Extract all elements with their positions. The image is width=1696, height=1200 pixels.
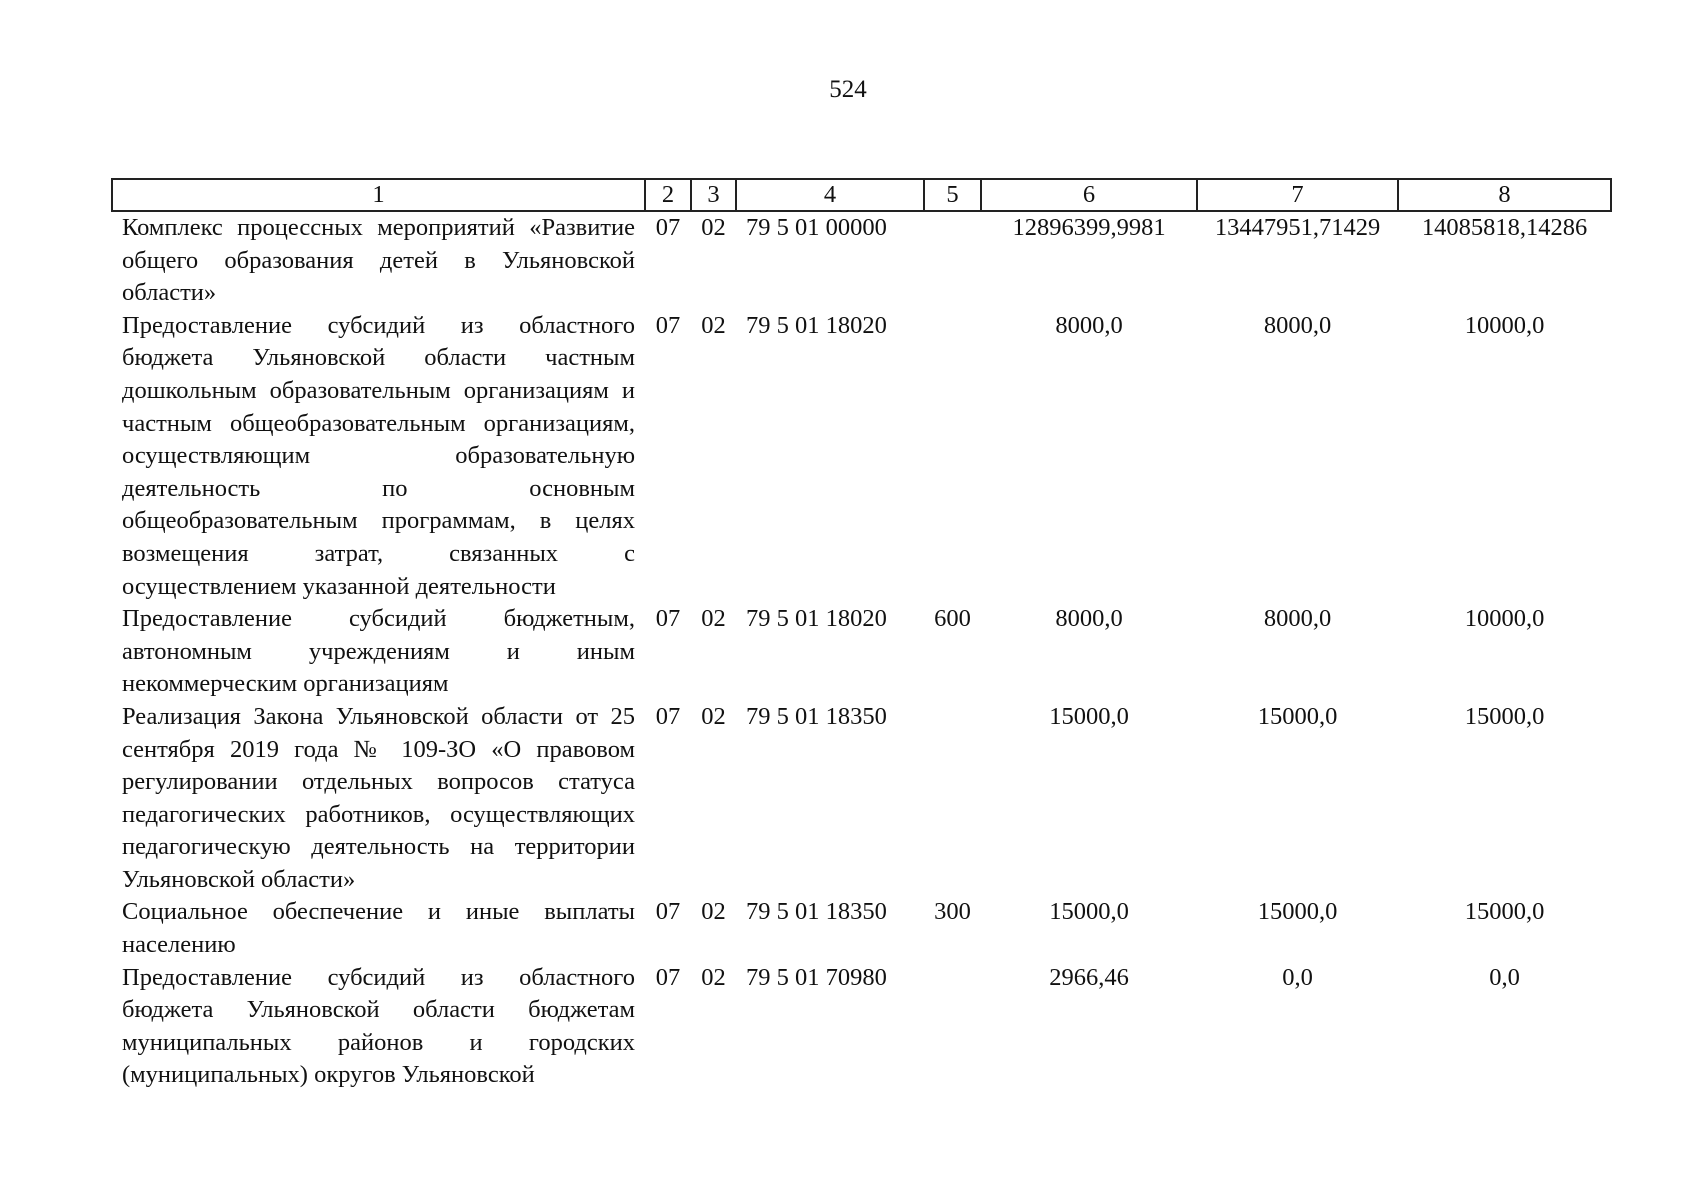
expense-type-code [924, 962, 981, 1092]
expense-type-code: 600 [934, 605, 971, 633]
column-header: 7 [1197, 179, 1398, 211]
subsection-code: 02 [701, 311, 726, 339]
column-header: 2 [645, 179, 691, 211]
target-article-code: 79 5 01 18350 [746, 702, 887, 730]
section-code: 07 [655, 214, 681, 241]
subsection-code: 02 [701, 963, 726, 991]
budget-table [111, 178, 1612, 1092]
table-row [112, 896, 1611, 961]
table-row [112, 603, 1611, 701]
target-article-code: 79 5 01 18020 [746, 605, 887, 633]
table-row [112, 211, 1611, 310]
table-header [112, 179, 1611, 211]
subsection-code: 02 [701, 605, 726, 633]
amount-col7: 13447951,71429 [1214, 214, 1381, 241]
amount-col7: 15000,0 [1257, 702, 1338, 730]
amount-col8: 15000,0 [1464, 898, 1545, 926]
column-header: 4 [736, 179, 924, 211]
amount-col8: 0,0 [1489, 963, 1520, 991]
target-article-code: 79 5 01 70980 [746, 963, 887, 991]
subsection-code: 02 [701, 898, 726, 926]
section-code: 07 [655, 605, 681, 633]
subsection-code: 02 [701, 702, 726, 730]
row-description: Предоставление субсидий из областного бюджета Ульяновской области бюджетам муниципальных районов и городских (муниципальных) округов Ульяновской [122, 963, 635, 1089]
amount-col6: 15000,0 [1049, 702, 1129, 730]
expense-type-code [924, 701, 981, 897]
table-row [112, 310, 1611, 603]
table-row [112, 962, 1611, 1092]
target-article-code: 79 5 01 18350 [746, 898, 887, 926]
target-article-code: 79 5 01 18020 [746, 311, 887, 339]
amount-col6: 8000,0 [1055, 311, 1123, 339]
amount-col8: 10000,0 [1464, 605, 1545, 633]
row-description: Социальное обеспечение и иные выплаты населению [122, 898, 635, 959]
section-code: 07 [655, 702, 681, 730]
amount-col8: 15000,0 [1464, 702, 1545, 730]
amount-col6: 8000,0 [1055, 605, 1123, 633]
column-header: 5 [924, 179, 981, 211]
expense-type-code [924, 310, 981, 603]
section-code: 07 [655, 898, 681, 926]
amount-col7: 8000,0 [1263, 311, 1332, 339]
amount-col8: 14085818,14286 [1421, 214, 1588, 241]
amount-col8: 10000,0 [1464, 311, 1545, 339]
row-description: Предоставление субсидий из областного бюджета Ульяновской области частным дошкольным образовательным организациям и частным общеобразовательным организациям, осуществляющим образовательную деятельность по основным общеобразовательным программам, в целях возмещения затрат, связанных с осуществлением указанной деятельности [122, 311, 635, 600]
amount-col6: 12896399,9981 [1012, 214, 1166, 241]
row-description: Комплекс процессных мероприятий «Развитие общего образования детей в Ульяновской области» [122, 214, 635, 307]
table-row [112, 701, 1611, 897]
amount-col7: 0,0 [1282, 963, 1313, 991]
column-header: 8 [1398, 179, 1611, 211]
row-description: Реализация Закона Ульяновской области от 25 сентября 2019 года № 109-ЗО «О правовом регулировании отдельных вопросов статуса педагогических работников, осуществляющих педагогическую деятельность на территории Ульяновской области» [122, 702, 635, 893]
target-article-code: 79 5 01 00000 [746, 214, 887, 241]
subsection-code: 02 [701, 214, 726, 241]
section-code: 07 [655, 311, 681, 339]
section-code: 07 [655, 963, 681, 991]
column-header: 6 [981, 179, 1197, 211]
column-header: 1 [112, 179, 645, 211]
expense-type-code [924, 211, 981, 310]
amount-col6: 15000,0 [1049, 898, 1129, 926]
row-description: Предоставление субсидий бюджетным, автономным учреждениям и иным некоммерческим организациям [122, 605, 635, 698]
page-number: 524 [829, 76, 867, 103]
expense-type-code: 300 [934, 898, 971, 926]
header-row [112, 179, 1611, 211]
column-header: 3 [691, 179, 736, 211]
amount-col7: 8000,0 [1263, 605, 1332, 633]
amount-col7: 15000,0 [1257, 898, 1338, 926]
amount-col6: 2966,46 [1049, 963, 1129, 991]
table-body [112, 211, 1611, 1092]
